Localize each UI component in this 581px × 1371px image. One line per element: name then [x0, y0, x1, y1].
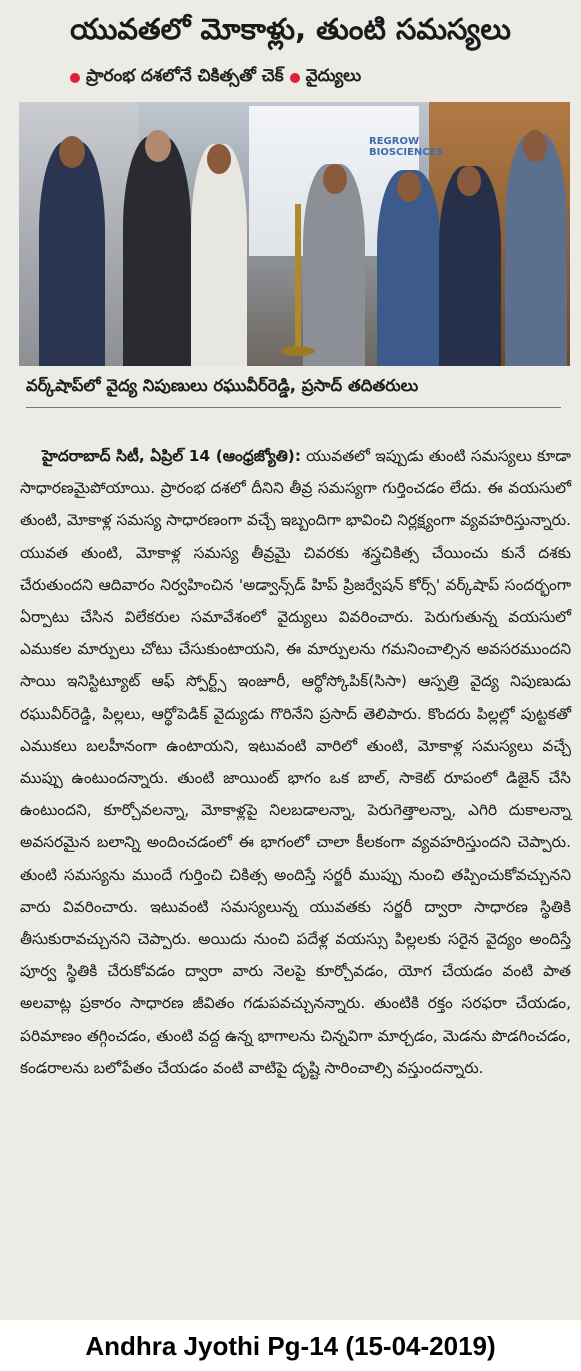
subheading	[70, 66, 530, 90]
person-silhouette	[505, 134, 567, 366]
subhead-2: వైద్యులు	[305, 66, 362, 86]
source-footer: Andhra Jyothi Pg-14 (15-04-2019)	[85, 1331, 496, 1361]
person-head	[59, 136, 85, 168]
person-head	[523, 130, 547, 162]
person-silhouette	[303, 164, 365, 366]
dateline: హైదరాబాద్ సిటీ, ఏప్రిల్ 14 (ఆంధ్రజ్యోతి):	[42, 447, 301, 465]
oil-lamp-base	[281, 346, 315, 356]
person-head	[145, 130, 171, 162]
article-paragraph	[20, 440, 571, 1084]
bullet-icon	[290, 73, 300, 83]
photo-caption: వర్క్‌షాప్‌లో వైద్య నిపుణులు రఘువీర్‌రెడ్డి, ప్రసాద్ తదితరులు	[26, 376, 419, 395]
subhead-1: ప్రారంభ దశలోనే చికిత్సతో చెక్	[86, 66, 284, 86]
person-head	[207, 144, 231, 174]
article-body	[20, 440, 571, 1084]
banner-text: REGROW BIOSCIENCES	[369, 136, 444, 158]
person-head	[397, 172, 421, 202]
caption-divider	[26, 407, 561, 408]
headline: యువతలో మోకాళ్లు, తుంటి సమస్యలు	[70, 12, 511, 46]
article-text: యువతలో ఇప్పుడు తుంటి సమస్యలు కూడా సాధారణమైపోయాయి. ప్రారంభ దశలో దీనిని తీవ్ర సమస్యగా గుర్తించడం లేదు. ఈ వయసులో తుంటి, మోకాళ్ల సమస్య సాధారణంగా వచ్చే ఇబ్బందిగా భావించి నిర్లక్ష్యంగా వ్యవహరిస్తున్నారు. యువత తుంటి, మోకాళ్ల సమస్య తీవ్రమై చివరకు శస్త్రచికిత్స చేయించు కునే దశకు చేరుతుందని ఆదివారం నిర్వహించిన 'అడ్వాన్స్‌డ్ హిప్ ప్రిజర్వేషన్ కోర్స్' వర్క్‌షాప్ సందర్భంగా ఏర్పాటు చేసిన విలేకరుల సమావేశంలో వైద్యులు వివరించారు. పెరుగుతున్న వయసులో ఎముకల మార్పులు చోటు చేసుకుంటాయని, ఈ మార్పులను గమనించాల్సిన అవసరముందని సాయి ఇనిస్టిట్యూట్ ఆఫ్ స్పోర్ట్స్ ఇంజూరీ, ఆర్థోస్కోపిక్(సిసా) ఆస్పత్రి వైద్య నిపుణుడు రఘువీర్‌రెడ్డి, పిల్లలు, ఆర్థోపెడిక్ వైద్యుడు గొరినేని ప్రసాద్ తెలిపారు. కొందరు పిల్లల్లో పుట్టకతో ఎముకలు బలహీనంగా ఉంటాయని, ఇటువంటి వారిలో తుంటి, మోకాళ్ల సమస్యలు వచ్చే ముప్పు ఉంటుందన్నారు. తుంటి జాయింట్ భాగం ఒక బాల్, సాకెట్ రూపంలో డిజైన్ చేసి ఉంటుందని, కూర్చోవలన్నా, మోకాళ్లపై నిలబడాలన్నా, పెరుగెత్తాలన్నా, ఎగిరి దుకాలన్నా అవసరమైన బలాన్ని అందించడంలో ఈ భాగంలో చాలా కీలకంగా వ్యవహరిస్తుందని చెప్పారు. తుంటి సమస్యను ముందే గుర్తించి చికిత్స అందిస్తే సర్జరీ ముప్పు నుంచి తప్పించుకోవచ్చునని వారు వివరించారు. ఇటువంటి సమస్యలున్న యువతకు సర్జరీ ద్వారా సాధారణ స్థితికి తీసుకురావచ్చునని చెప్పారు. అయిదు నుంచి పదేళ్ల వయస్సు పిల్లలకు సరైన వైద్యం అందిస్తే పూర్వ స్థితికి చేరుకోవడం ద్వారా వారు నెలపై కూర్చోవడం, యోగ చేయడం వంటి పాత అలవాట్ల ప్రకారం సాధారణ జీవితం గడుపవచ్చునన్నారు. తుంటికి రక్తం సరఫరా చేయడం, పరిమాణం తగ్గించడం, తుంటి వద్ద ఉన్న భాగాలను చిన్నవిగా మార్చడం, మెడను పొడగించడం, కండరాలను బలోపేతం చేయడం వంటి వాటిపై దృష్టి సారించాల్సి వస్తుందన్నారు.	[20, 447, 571, 1077]
person-silhouette	[439, 166, 501, 366]
event-photo	[19, 102, 570, 366]
oil-lamp	[295, 204, 301, 354]
bullet-icon	[70, 73, 80, 83]
person-head	[323, 164, 347, 194]
person-silhouette	[191, 144, 247, 366]
person-head	[457, 166, 481, 196]
person-silhouette	[123, 136, 191, 366]
person-silhouette	[39, 141, 105, 366]
